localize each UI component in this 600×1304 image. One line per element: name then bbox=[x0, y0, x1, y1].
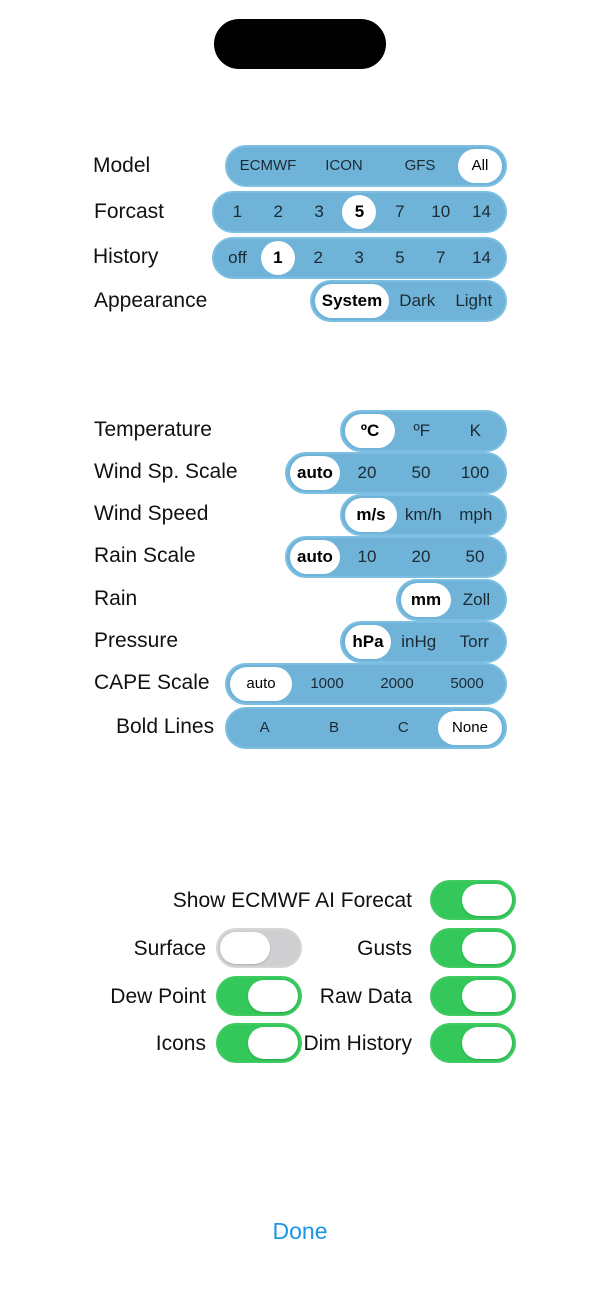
appearance-label: Appearance bbox=[94, 289, 208, 312]
wind-scale-option-100[interactable]: 100 bbox=[460, 463, 490, 482]
model-segmented-control bbox=[225, 145, 507, 187]
model-option-all[interactable]: All bbox=[458, 149, 502, 183]
model-option-ecmwf[interactable]: ECMWF bbox=[239, 157, 297, 174]
gusts-toggle[interactable] bbox=[430, 928, 516, 968]
forcast-option-2[interactable]: 2 bbox=[273, 202, 283, 221]
wind-speed-option-ms[interactable]: m/s bbox=[345, 498, 397, 532]
model-option-gfs[interactable]: GFS bbox=[404, 157, 436, 174]
bold-lines-label: Bold Lines bbox=[116, 715, 215, 738]
rain-scale-option-auto[interactable]: auto bbox=[290, 540, 340, 574]
icons-toggle[interactable] bbox=[216, 1023, 302, 1063]
wind-speed-option-kmh[interactable]: km/h bbox=[404, 505, 442, 524]
model-label: Model bbox=[93, 154, 151, 177]
rain-segmented-control bbox=[396, 579, 507, 621]
wind-scale-option-50[interactable]: 50 bbox=[411, 463, 431, 482]
bold-lines-option-c[interactable]: C bbox=[397, 719, 409, 736]
toggle-knob bbox=[462, 1027, 512, 1059]
cape-scale-label: CAPE Scale bbox=[94, 671, 210, 694]
appearance-option-dark[interactable]: Dark bbox=[399, 291, 436, 310]
dynamic-island bbox=[214, 19, 386, 69]
history-option-2[interactable]: 2 bbox=[313, 248, 323, 267]
forcast-option-3[interactable]: 3 bbox=[314, 202, 324, 221]
history-label: History bbox=[93, 245, 159, 268]
cape-scale-segmented-control bbox=[225, 663, 507, 705]
wind-scale-option-auto[interactable]: auto bbox=[290, 456, 340, 490]
surface-toggle[interactable] bbox=[216, 928, 302, 968]
forcast-segmented-control bbox=[212, 191, 507, 233]
temperature-option-celsius[interactable]: ºC bbox=[345, 414, 395, 448]
rain-option-mm[interactable]: mm bbox=[401, 583, 451, 617]
toggle-knob bbox=[248, 1027, 298, 1059]
toggle-knob bbox=[220, 932, 270, 964]
forcast-option-10[interactable]: 10 bbox=[431, 202, 451, 221]
pressure-option-torr[interactable]: Torr bbox=[459, 632, 489, 651]
forcast-option-14[interactable]: 14 bbox=[472, 202, 492, 221]
toggle-knob bbox=[462, 980, 512, 1012]
rain-scale-option-50[interactable]: 50 bbox=[465, 547, 485, 566]
rain-scale-segmented-control bbox=[285, 536, 507, 578]
forcast-option-5[interactable]: 5 bbox=[342, 195, 376, 229]
rain-scale-option-20[interactable]: 20 bbox=[411, 547, 431, 566]
temperature-label: Temperature bbox=[94, 418, 212, 441]
dew-point-label: Dew Point bbox=[110, 985, 206, 1008]
dim-history-toggle[interactable] bbox=[430, 1023, 516, 1063]
appearance-segmented-control bbox=[310, 280, 507, 322]
cape-scale-option-2000[interactable]: 2000 bbox=[380, 675, 414, 692]
history-option-7[interactable]: 7 bbox=[435, 248, 446, 267]
raw-data-toggle[interactable] bbox=[430, 976, 516, 1016]
appearance-option-light[interactable]: Light bbox=[455, 291, 493, 310]
history-segmented-control bbox=[212, 237, 507, 279]
raw-data-label: Raw Data bbox=[319, 985, 412, 1008]
history-option-3[interactable]: 3 bbox=[354, 248, 364, 267]
bold-lines-option-none[interactable]: None bbox=[438, 711, 502, 745]
wind-scale-label: Wind Sp. Scale bbox=[94, 460, 238, 483]
forcast-option-7[interactable]: 7 bbox=[395, 202, 405, 221]
pressure-option-inhg[interactable]: inHg bbox=[401, 632, 437, 651]
rain-label: Rain bbox=[94, 587, 138, 610]
wind-speed-label: Wind Speed bbox=[94, 502, 209, 525]
cape-scale-option-5000[interactable]: 5000 bbox=[450, 675, 484, 692]
temperature-segmented-control bbox=[340, 410, 507, 452]
history-option-1[interactable]: 1 bbox=[261, 241, 295, 275]
pressure-label: Pressure bbox=[94, 629, 179, 652]
history-option-5[interactable]: 5 bbox=[395, 248, 405, 267]
bold-lines-segmented-control bbox=[225, 707, 507, 749]
wind-speed-segmented-control bbox=[340, 494, 507, 536]
temperature-option-kelvin[interactable]: K bbox=[469, 421, 481, 440]
show-ecmwf-ai-toggle[interactable] bbox=[430, 880, 516, 920]
cape-scale-option-auto[interactable]: auto bbox=[230, 667, 292, 701]
history-option-off[interactable]: off bbox=[228, 248, 247, 267]
wind-scale-segmented-control bbox=[285, 452, 507, 494]
gusts-label: Gusts bbox=[357, 937, 412, 960]
forcast-label: Forcast bbox=[94, 200, 165, 223]
wind-speed-option-mph[interactable]: mph bbox=[459, 505, 493, 524]
model-option-icon[interactable]: ICON bbox=[325, 157, 363, 174]
icons-label: Icons bbox=[155, 1032, 206, 1055]
appearance-option-system[interactable]: System bbox=[315, 284, 389, 318]
surface-label: Surface bbox=[133, 937, 206, 960]
rain-scale-label: Rain Scale bbox=[94, 544, 196, 567]
rain-option-zoll[interactable]: Zoll bbox=[462, 590, 491, 609]
toggle-knob bbox=[462, 884, 512, 916]
cape-scale-option-1000[interactable]: 1000 bbox=[310, 675, 344, 692]
wind-scale-option-20[interactable]: 20 bbox=[357, 463, 377, 482]
bold-lines-option-b[interactable]: B bbox=[328, 719, 339, 736]
temperature-option-fahrenheit[interactable]: ºF bbox=[413, 421, 431, 440]
show-ecmwf-ai-label: Show ECMWF AI Forecat bbox=[172, 889, 412, 912]
bold-lines-option-a[interactable]: A bbox=[259, 719, 270, 736]
pressure-option-hpa[interactable]: hPa bbox=[345, 625, 391, 659]
history-option-14[interactable]: 14 bbox=[472, 248, 492, 267]
dim-history-label: Dim History bbox=[303, 1032, 412, 1055]
rain-scale-option-10[interactable]: 10 bbox=[357, 547, 377, 566]
dew-point-toggle[interactable] bbox=[216, 976, 302, 1016]
toggle-knob bbox=[248, 980, 298, 1012]
pressure-segmented-control bbox=[340, 621, 507, 663]
toggle-knob bbox=[462, 932, 512, 964]
forcast-option-1[interactable]: 1 bbox=[232, 202, 243, 221]
done-button[interactable]: Done bbox=[272, 1218, 328, 1244]
